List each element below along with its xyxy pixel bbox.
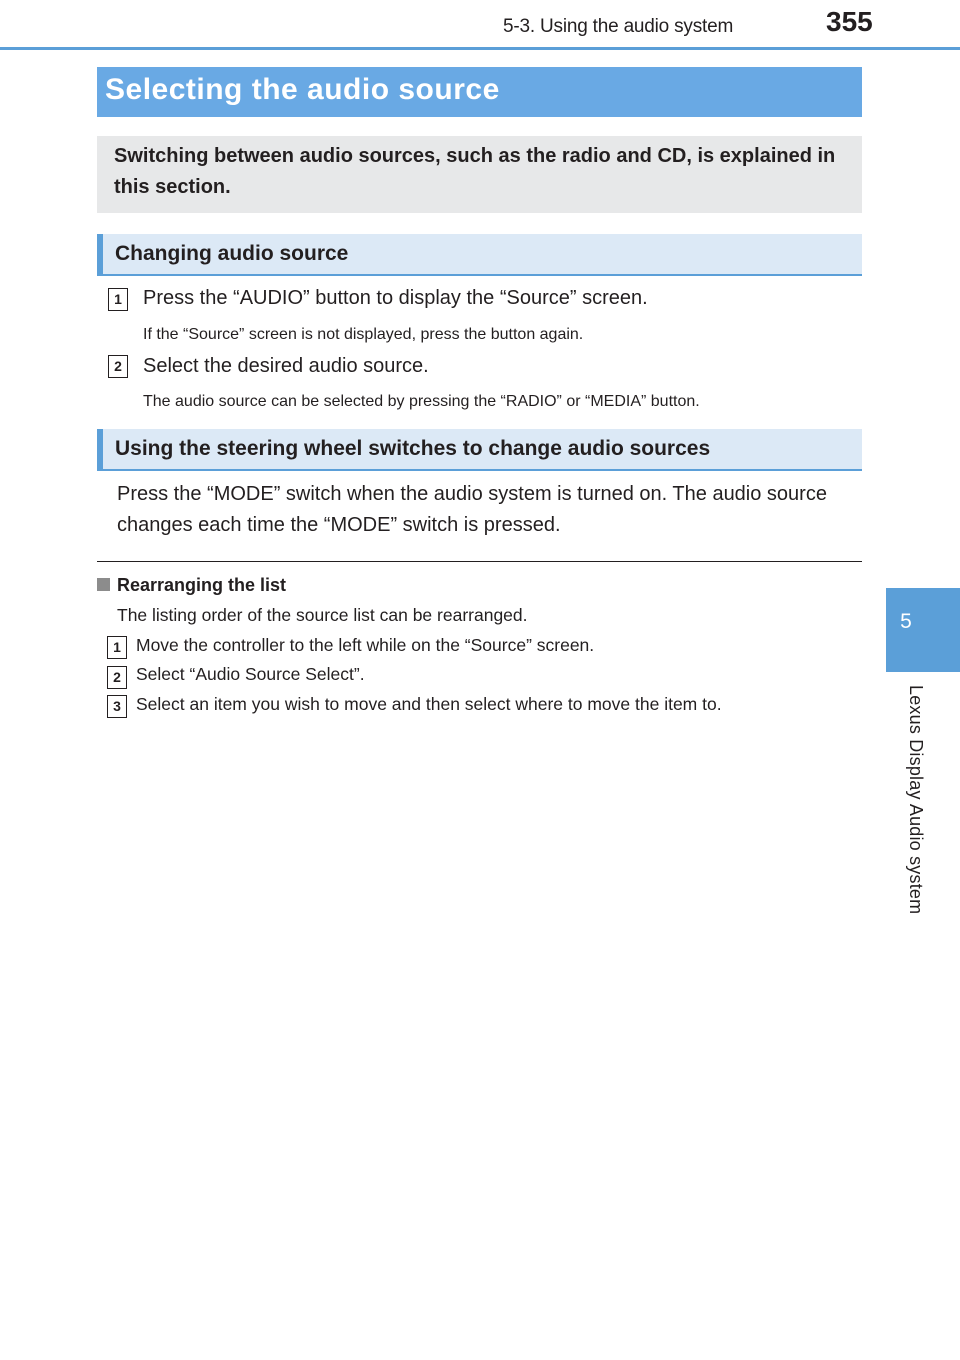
step-note: If the “Source” screen is not displayed, press the button again. — [143, 326, 584, 343]
step-text: Select “Audio Source Select”. — [136, 664, 365, 684]
rearranging-title: Rearranging the list — [117, 575, 287, 595]
subsection-title-steering: Using the steering wheel switches to change audio sources — [115, 437, 711, 460]
chapter-tab-number: 5 — [900, 610, 912, 633]
intro-text: Switching between audio sources, such as the radio and CD, is explained in this section. — [114, 145, 836, 198]
section-divider — [97, 561, 862, 562]
page-title: Selecting the audio source — [105, 73, 500, 106]
step-badge: 1 — [108, 288, 128, 311]
step-text: Select the desired audio source. — [143, 355, 429, 377]
rearranging-desc: The listing order of the source list can be rearranged. — [117, 605, 528, 625]
subsection-title-changing: Changing audio source — [115, 242, 349, 265]
square-bullet-icon — [97, 578, 110, 591]
step-text: Press the “AUDIO” button to display the “Source” screen. — [143, 287, 648, 309]
step-badge: 2 — [107, 666, 127, 689]
step-badge: 3 — [107, 695, 127, 718]
subsection-accent — [97, 234, 103, 276]
step-text: Select an item you wish to move and then select where to move the item to. — [136, 694, 722, 714]
step-badge: 2 — [108, 355, 128, 378]
header-rule — [0, 47, 960, 50]
steering-body-line-1: Press the “MODE” switch when the audio system is turned on. The audio source — [117, 483, 827, 505]
step-badge: 1 — [107, 636, 127, 659]
subsection-accent — [97, 429, 103, 471]
step-note: The audio source can be selected by pressing the “RADIO” or “MEDIA” button. — [143, 393, 700, 410]
steering-body-line-2: changes each time the “MODE” switch is pressed. — [117, 514, 561, 536]
page-number: 355 — [826, 6, 873, 37]
running-header-section: 5-3. Using the audio system — [503, 16, 734, 37]
chapter-tab-title: Lexus Display Audio system — [906, 685, 926, 915]
step-text: Move the controller to the left while on the “Source” screen. — [136, 635, 595, 655]
